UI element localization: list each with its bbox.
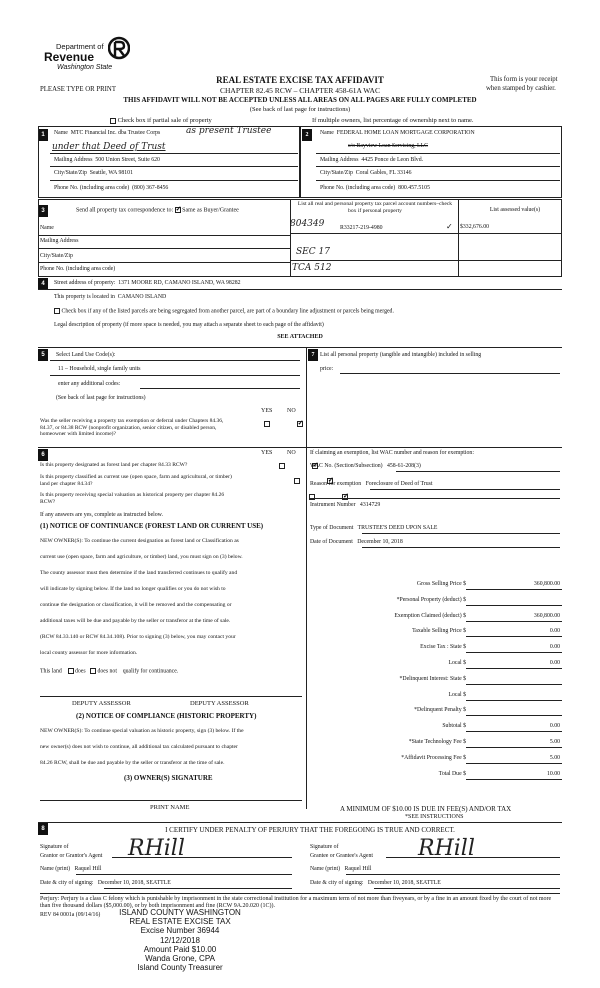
historic-title: (2) NOTICE OF COMPLIANCE (HISTORIC PROPERTY) <box>76 712 257 720</box>
stamp-line6: Wanda Grone, CPA <box>145 953 215 963</box>
tax-value: 360,800.00 <box>533 612 560 619</box>
sec5-see-back: (See back of last page for instructions) <box>56 395 146 401</box>
does-not-checkbox[interactable] <box>90 668 96 674</box>
tax-row <box>310 643 562 659</box>
parcel-number: R33217-219-4980 <box>340 225 383 231</box>
does-not-label: does not <box>97 668 117 675</box>
tax-row <box>310 722 562 738</box>
does-checkbox[interactable] <box>68 668 74 674</box>
perjury-notice: Perjury: Perjury is a class C felony which is punishable by imprisonment in the state correctional institution for a maximum term of not more than fiveyears, or by a fine in an amount fixed by the court of not more than five thousand dollars ($5,000.00), or by both imprisonment and fine (RCW 9A.20.020 (1C)). <box>40 893 560 910</box>
section-3-badge: 3 <box>38 205 48 217</box>
buyer-name-value: FEDERAL HOME LOAN MORTGAGE CORPORATION <box>336 130 475 136</box>
located-value: CAMANO ISLAND <box>117 294 167 300</box>
parcel-line-1 <box>290 233 562 234</box>
multiple-owners: If multiple owners, list percentage of ownership next to name. <box>312 117 474 124</box>
buyer-mail-value: 4425 Ponce de Leon Blvd. <box>361 157 424 163</box>
seller-line-2 <box>50 153 298 154</box>
grantee-name-line <box>346 874 560 875</box>
deputy-line <box>40 696 302 697</box>
grantor-sig-line <box>112 857 292 858</box>
see-back: (See back of last page for instructions) <box>249 106 351 113</box>
assessed-divider <box>458 199 459 277</box>
tax-row <box>310 627 562 643</box>
located-label: This property is located in <box>54 294 115 300</box>
grantor-name-line <box>76 874 292 875</box>
warning: THIS AFFIDAVIT WILL NOT BE ACCEPTED UNLESS ALL AREAS ON ALL PAGES ARE FULLY COMPLETED <box>123 96 477 104</box>
tax-line <box>466 715 562 716</box>
form-title: REAL ESTATE EXCISE TAX AFFIDAVIT <box>216 75 384 85</box>
sec5-question: Was the seller receiving a property tax exemption or deferral under Chapters 84.36, 84.37, or 84.38 RCW (nonprofit organization, senior citizen, or disabled person, homeowner with limited income)? <box>40 418 224 438</box>
tax-table <box>310 580 562 785</box>
grantee-signature: RHill <box>418 836 475 861</box>
grantee-date-label: Date & city of signing: <box>310 880 364 886</box>
tax-row <box>310 659 562 675</box>
additional-codes-line <box>140 388 300 389</box>
wac-label: WAC No. (Section/Subsection) <box>310 463 383 469</box>
grantor-name-value: Raquel Hill <box>74 866 102 872</box>
land-use-label: Select Land Use Code(s): <box>56 352 116 358</box>
tax-label: Taxable Selling Price $ <box>412 628 466 635</box>
seller-city-row <box>54 170 133 177</box>
sec5-yes-header: YES <box>261 408 273 414</box>
qualify-label: qualify for continuance. <box>122 668 179 675</box>
grantee-date-row <box>310 880 441 887</box>
doc-type-line <box>362 533 560 534</box>
street-row <box>54 280 241 287</box>
see-instructions: *SEE INSTRUCTIONS <box>405 814 464 820</box>
wac-line <box>396 471 560 472</box>
seller-phone-value: (800) 367-8456 <box>132 185 169 191</box>
stamp-line7: Island County Treasurer <box>137 963 223 973</box>
reason-line-1 <box>370 489 560 490</box>
wac-row <box>310 463 421 470</box>
tax-label: *Affidavit Processing Fee $ <box>401 754 466 761</box>
tax-line <box>466 668 562 669</box>
seller-phone-row <box>54 185 168 192</box>
street-line <box>38 289 562 290</box>
sec7-price: price: <box>320 366 334 372</box>
minimum-notice: A MINIMUM OF $10.00 IS DUE IN FEE(S) AND/OR TAX <box>340 805 512 813</box>
buyer-name-label: Name <box>320 130 334 136</box>
section-6-box <box>38 447 562 448</box>
seller-city-value: Seattle, WA 98101 <box>89 170 133 176</box>
buyer-struck: c/o Bayview Loan Servicing, LLC <box>348 143 429 149</box>
tax-value: 10.00 <box>546 770 560 777</box>
parcel-list-header: List all real and personal property tax parcel account numbers–check box if personal property <box>297 201 453 214</box>
ctx-line-3 <box>38 262 290 263</box>
deputy-assessor-2: DEPUTY ASSESSOR <box>190 700 249 707</box>
revenue-r-icon <box>108 36 130 64</box>
cont-p1: NEW OWNER(S): To continue the current designation as forest land or Classification as <box>40 538 239 544</box>
tax-value: 0.00 <box>549 628 560 635</box>
tax-row <box>310 596 562 612</box>
seller-name-row <box>54 130 160 137</box>
seller-mail-value: 500 Union Street, Suite 620 <box>95 157 160 163</box>
grantor-signature: RHill <box>128 836 185 861</box>
grantee-sig-line <box>386 857 560 858</box>
cont-p5: continue the designation or classification, it will be removed and the compensating or <box>40 602 232 608</box>
partial-sale-label: Check box if partial sale of property <box>117 117 212 124</box>
cont-p3: The county assessor must then determine if the land transferred continues to qualify and <box>40 570 238 576</box>
legal-desc: Legal description of property (if more space is needed, you may attach a separate sheet to each page of the affidavit) <box>54 322 324 328</box>
tax-label: *Personal Property (deduct) $ <box>396 596 466 603</box>
ctx-mail-label: Mailing Address <box>40 238 79 244</box>
segregated-label: Check box if any of the listed parcels are being segregated from another parcel, are part of a boundary line adjustment or parcels being merged. <box>61 308 394 315</box>
tax-label: Subtotal $ <box>442 723 466 730</box>
sec6-yes-header: YES <box>261 450 273 456</box>
tax-value: 0.00 <box>549 644 560 651</box>
grantor-date-value: December 10, 2018, SEATTLE <box>97 880 171 886</box>
this-land-row <box>40 668 178 675</box>
cont-p6: additional taxes will be due and payable by the seller or transferor at the time of sale. <box>40 618 231 624</box>
seller-mail-row <box>54 157 160 164</box>
tax-label: Exemption Claimed (deduct) $ <box>394 612 466 619</box>
section-6-badge: 6 <box>38 449 48 461</box>
section-8-badge: 8 <box>38 823 48 835</box>
forest-yes-checkbox[interactable] <box>279 463 285 469</box>
partial-sale <box>110 117 212 125</box>
form-number: REV 84 0001a (09/14/16) <box>40 912 101 918</box>
buyer-name-row <box>320 130 475 137</box>
tax-label: *Delinquent Penalty $ <box>414 707 466 714</box>
reason-value: Foreclosure of Deed of Trust <box>365 481 433 487</box>
ctx-line-1 <box>38 235 290 236</box>
owner-sig-line <box>40 800 302 801</box>
buyer-line-2 <box>316 153 560 154</box>
tax-row <box>310 706 562 722</box>
grantee-date-value: December 10, 2018, SEATTLE <box>367 880 441 886</box>
this-land-label: This land <box>40 668 62 675</box>
receipt-line2: when stamped by cashier. <box>486 85 556 92</box>
cont-p4: will indicate by signing below. If the land no longer qualifies or you do not wish to <box>40 586 226 592</box>
doc-type-label: Type of Document <box>310 525 354 531</box>
grantee-date-line <box>374 888 560 889</box>
land-use-code: 11 – Household, single family units <box>58 366 141 372</box>
buyer-city-label: City/State/Zip <box>320 170 353 176</box>
section-8-box <box>38 822 562 823</box>
segregated-checkbox[interactable] <box>54 308 60 314</box>
grantee-name-label: Name (print) <box>310 866 341 872</box>
buyer-city-row <box>320 170 412 177</box>
please-type: PLEASE TYPE OR PRINT <box>40 86 116 93</box>
send-row <box>76 207 239 215</box>
parcel-handwritten-sec: SEC 17 <box>296 247 330 257</box>
land-use-line-2 <box>50 375 300 376</box>
segregated-row <box>54 308 394 315</box>
ctx-phone-label: Phone No. (including area code) <box>40 266 116 272</box>
dept-line1: Department of <box>56 42 104 51</box>
seller-handwriting-2: under that Deed of Trust <box>52 142 166 152</box>
tax-line <box>466 700 562 701</box>
dept-line2: Revenue <box>44 50 95 64</box>
buyer-mail-label: Mailing Address <box>320 157 359 163</box>
buyer-phone-label: Phone No. (including area code) <box>320 185 396 191</box>
parcel-handwritten-num: 804349 <box>290 219 325 229</box>
section-2-badge: 2 <box>302 129 312 141</box>
tax-line <box>466 589 562 590</box>
buyer-line-3 <box>316 166 560 167</box>
ctx-city-label: City/State/Zip <box>40 253 73 259</box>
grantee-name-row <box>310 866 371 873</box>
tax-line <box>466 747 562 748</box>
assessed-value: $332,676.00 <box>460 224 489 230</box>
cont-p7: (RCW 84.33.140 or RCW 84.34.108). Prior to signing (3) below, you may contact your <box>40 634 236 640</box>
certify: I CERTIFY UNDER PENALTY OF PERJURY THAT THE FOREGOING IS TRUE AND CORRECT. <box>165 826 455 834</box>
dept-line3: Washington State <box>57 64 113 71</box>
grantee-name-value: Raquel Hill <box>344 866 372 872</box>
cont-p8: local county assessor for more information. <box>40 650 138 656</box>
seller-city-label: City/State/Zip <box>54 170 87 176</box>
street-label: Street address of property: <box>54 280 116 286</box>
section-7-box <box>306 347 562 447</box>
continuance-title: (1) NOTICE OF CONTINUANCE (FOREST LAND OR CURRENT USE) <box>40 522 264 530</box>
treasurer-stamp <box>110 908 250 972</box>
seller-phone-label: Phone No. (including area code) <box>54 185 130 191</box>
instrument-row <box>310 502 380 509</box>
sec6-q3: Is this property receiving special valuation as historical property per chapter 84.26 RCW? <box>40 492 225 505</box>
doc-type-row <box>310 525 437 532</box>
seller-handwriting-1: as present Trustee <box>186 126 272 136</box>
stamp-line5: Amount Paid $10.00 <box>143 944 217 954</box>
doc-type-value: TRUSTEE'S DEED UPON SALE <box>357 525 438 531</box>
tax-label: Local $ <box>448 691 466 698</box>
stamp-line4: 12/12/2018 <box>159 935 201 945</box>
tax-line <box>466 652 562 653</box>
seller-line-3 <box>50 166 298 167</box>
sec5-yes-checkbox[interactable] <box>264 421 270 427</box>
sec6-any: If any answers are yes, complete as instructed below. <box>40 512 163 518</box>
wac-value: 458-61-208(3) <box>386 463 421 469</box>
ctx-line-2 <box>38 248 290 249</box>
additional-codes-label: enter any additional codes: <box>58 381 121 387</box>
section-1-badge: 1 <box>38 129 48 141</box>
see-attached: SEE ATTACHED <box>277 334 323 340</box>
sec5-no-header: NO <box>287 408 296 414</box>
located-row <box>54 294 166 301</box>
grantee-sig-label <box>310 843 373 862</box>
section-7-badge: 7 <box>308 349 318 361</box>
tax-value: 5.00 <box>549 754 560 761</box>
tax-value: 0.00 <box>549 659 560 666</box>
tax-label: *Delinquent Interest: State $ <box>399 675 466 682</box>
tax-line <box>466 605 562 606</box>
street-value: 1371 MOORE RD, CAMANO ISLAND, WA 98282 <box>118 280 241 286</box>
grantee-agent-label: Grantee or Grantee's Agent <box>310 853 374 860</box>
sec7-text: List all personal property (tangible and intangible) included in selling <box>320 352 482 358</box>
partial-sale-checkbox[interactable] <box>110 118 116 124</box>
grantor-name-row <box>40 866 101 873</box>
tax-label: Total Due $ <box>438 770 466 777</box>
tax-row <box>310 754 562 770</box>
same-as-buyer-checkbox[interactable] <box>175 207 181 213</box>
tax-row <box>310 675 562 691</box>
tax-row <box>310 738 562 754</box>
parcel-divider <box>290 199 291 277</box>
grantee-sig-of: Signature of <box>310 844 339 850</box>
reason-row <box>310 481 433 488</box>
stamp-line3: Excise Number 36944 <box>140 926 220 936</box>
hist-p1: NEW OWNER(S): To continue special valuation as historic property, sign (3) below. If the <box>40 728 244 734</box>
owner-signature-title: (3) OWNER(S) SIGNATURE <box>124 774 213 782</box>
grantor-sig-label <box>40 843 102 862</box>
form-subtitle: CHAPTER 82.45 RCW – CHAPTER 458-61A WAC <box>220 86 380 95</box>
tax-line <box>466 763 562 764</box>
buyer-phone-row <box>320 185 430 192</box>
seller-name-label: Name <box>54 130 68 136</box>
stamp-line2: REAL ESTATE EXCISE TAX <box>129 917 231 927</box>
sec5-no-checkbox[interactable] <box>297 421 303 427</box>
seller-name-value: MTC Financial Inc. dba Trustee Corps <box>70 130 161 136</box>
buyer-phone-value: 800.457.5105 <box>398 185 430 191</box>
section-4-badge: 4 <box>38 278 48 290</box>
sec6-q1: Is this property designated as forest land per chapter 84.33 RCW? <box>40 462 188 468</box>
sec6-q2: Is this property classified as current use (open space, farm and agricultural, or timber) land per chapter 84.34? <box>40 474 232 487</box>
land-use-line-1 <box>50 360 300 361</box>
parcel-handwritten-tca: TCA 512 <box>292 263 332 273</box>
tax-line <box>466 779 562 780</box>
sec7-line <box>340 373 560 374</box>
grantor-name-label: Name (print) <box>40 866 71 872</box>
seller-line-4 <box>50 180 298 181</box>
current-use-yes-checkbox[interactable] <box>294 478 300 484</box>
buyer-city-value: Coral Gables, FL 33146 <box>355 170 412 176</box>
grantor-date-row <box>40 880 171 887</box>
tax-row <box>310 580 562 596</box>
personal-property-checkbox[interactable]: ✓ <box>446 222 453 231</box>
grantor-date-line <box>104 888 292 889</box>
buyer-line-4 <box>316 180 560 181</box>
same-as-buyer-label: Same as Buyer/Grantee <box>182 207 239 214</box>
tax-value: 5.00 <box>549 738 560 745</box>
tax-label: Gross Selling Price $ <box>416 581 466 587</box>
doc-date-label: Date of Document <box>310 539 353 545</box>
section-5-badge: 5 <box>38 349 48 361</box>
reason-label: Reason for exemption <box>310 481 362 487</box>
deputy-assessor-1: DEPUTY ASSESSOR <box>72 700 131 707</box>
tax-line <box>466 731 562 732</box>
tax-line <box>466 621 562 622</box>
dor-logo <box>42 36 142 76</box>
hist-p3: 84.26 RCW, shall be due and payable by the seller or transferor at the time of sale. <box>40 760 225 766</box>
hist-p2: new owner(s) does not wish to continue, all additional tax calculated pursuant to chapter <box>40 744 238 750</box>
receipt-line1: This form is your receipt <box>490 76 558 83</box>
parcel-line-2 <box>290 260 562 261</box>
buyer-mail-row <box>320 157 423 164</box>
grantor-date-label: Date & city of signing: <box>40 880 94 886</box>
sec6-no-header: NO <box>287 450 296 456</box>
grantor-sig-of: Signature of <box>40 844 69 850</box>
stamp-line1: ISLAND COUNTY WASHINGTON <box>119 908 241 917</box>
seller-mail-label: Mailing Address <box>54 157 93 163</box>
tax-value: 360,800.00 <box>533 581 560 587</box>
tax-label: Excise Tax : State $ <box>420 644 466 651</box>
doc-date-value: December 10, 2018 <box>357 539 403 545</box>
instrument-value: 4314729 <box>359 502 381 508</box>
does-label: does <box>75 668 86 675</box>
tax-row <box>310 612 562 628</box>
tax-label: *State Technology Fee $ <box>408 738 466 745</box>
assessed-header: List assessed value(s) <box>489 207 541 213</box>
tax-line <box>466 684 562 685</box>
tax-value: 0.00 <box>549 723 560 730</box>
exemption-claim: If claiming an exemption, list WAC number and reason for exemption: <box>310 450 474 456</box>
tax-line <box>466 636 562 637</box>
sec6-divider <box>306 447 307 809</box>
print-name: PRINT NAME <box>150 804 190 811</box>
grantor-agent-label: Grantor or Grantor's Agent <box>40 853 103 860</box>
tax-row <box>310 691 562 707</box>
doc-date-line <box>362 547 560 548</box>
doc-date-row <box>310 539 403 546</box>
ctx-name-label: Name <box>40 225 54 231</box>
reason-line-2 <box>310 498 560 499</box>
cont-p2: current use (open space, farm and agriculture, or timber) land, you must sign on (3) below. <box>40 554 243 560</box>
tax-label: Local $ <box>448 659 466 666</box>
instrument-label: Instrument Number <box>310 502 356 508</box>
send-label: Send all property tax correspondence to: <box>76 207 174 214</box>
tax-row <box>310 770 562 786</box>
